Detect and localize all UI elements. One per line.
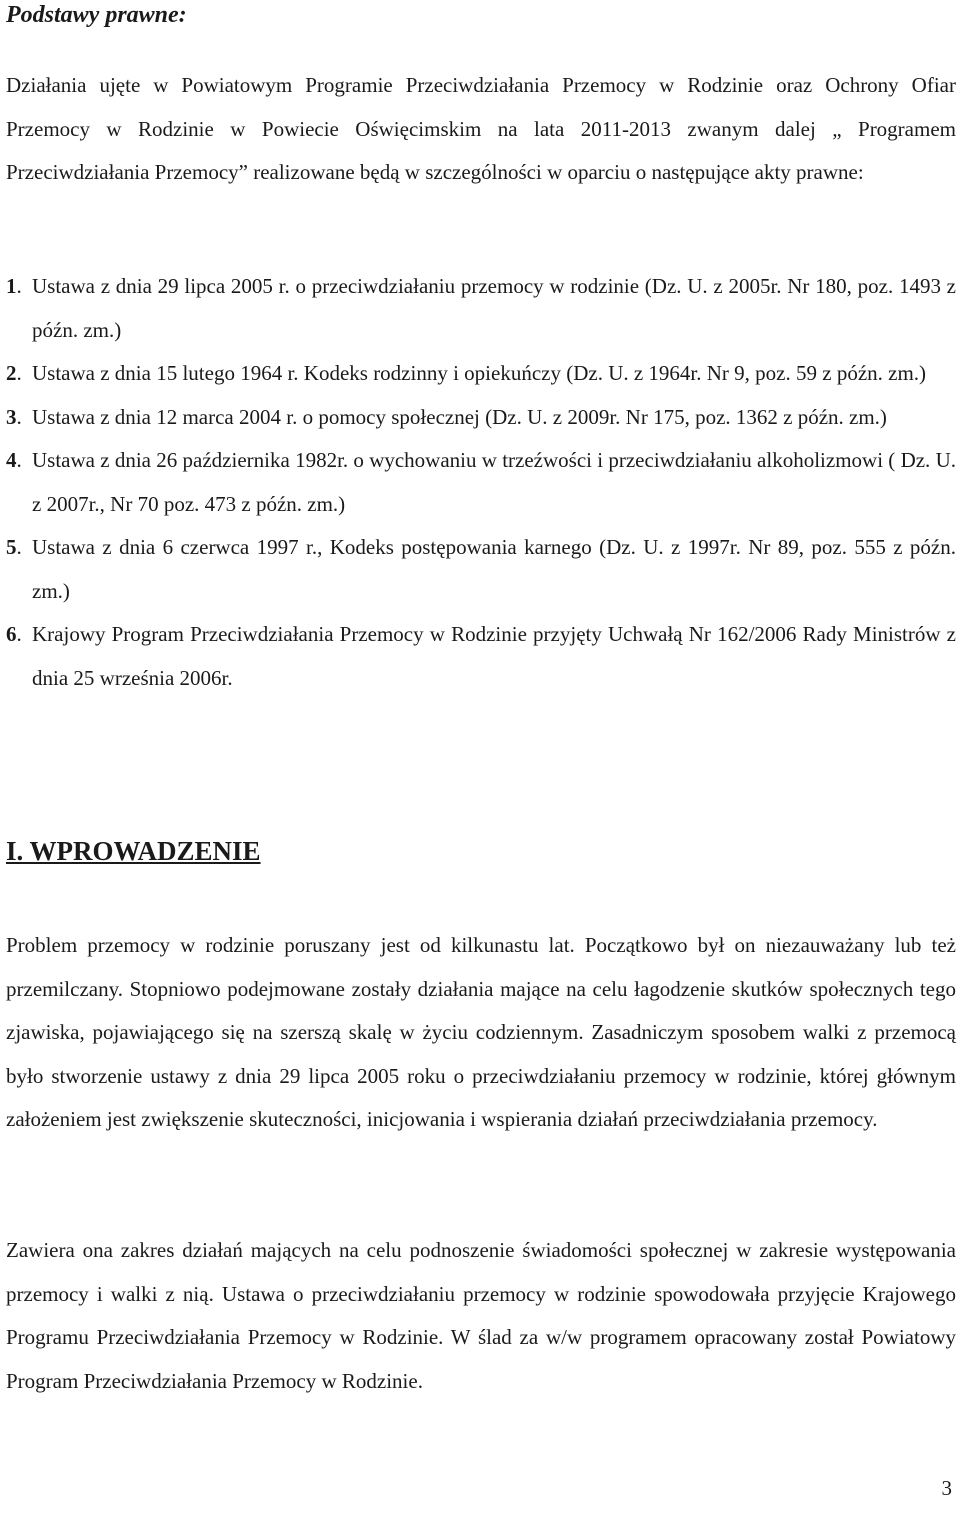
list-number: 4 . (6, 439, 22, 483)
introduction-paragraph-1: Problem przemocy w rodzinie poruszany jest od kilkunastu lat. Początkowo był on niezauważany lub też przemilczany. Stopniowo podejmowane zostały działania mające na celu łagodzenie skutków społecznych tego zjawiska, pojawiającego się na szerszą skalę w życiu codziennym. Zasadniczym sposobem walki z przemocą było stworzenie ustawy z dnia 29 lipca 2005 roku o przeciwdziałaniu przemocy w rodzinie, której głównym założeniem jest zwiększenie skuteczności, inicjowania i wspierania działań przeciwdziałania przemocy. (6, 933, 956, 1131)
introduction-paragraph-2: Zawiera ona zakres działań mających na celu podnoszenie świadomości społecznej w zakresie występowania przemocy i walki z nią. Ustawa o przeciwdziałaniu przemocy w rodzinie spowodowała przyjęcie Krajowego Programu Przeciwdziałania Przemocy w Rodzinie. W ślad za w/w programem opracowany został Powiatowy Program Przeciwdziałania Przemocy w Rodzinie. (6, 1238, 956, 1393)
legal-act-item (6, 396, 956, 440)
section-title: I. WPROWADZENIE (6, 836, 261, 866)
legal-act-item (6, 439, 956, 526)
legal-act-text: Ustawa z dnia 29 lipca 2005 r. o przeciwdziałaniu przemocy w rodzinie (Dz. U. z 2005r. Nr 180, poz. 1493 z późn. zm.) (32, 274, 956, 342)
legal-basis-heading: Podstawy prawne: (6, 2, 187, 28)
legal-act-text: Ustawa z dnia 12 marca 2004 r. o pomocy społecznej (Dz. U. z 2009r. Nr 175, poz. 1362 z późn. zm.) (32, 404, 887, 429)
list-number: 3 . (6, 396, 22, 440)
legal-act-item (6, 352, 956, 396)
intro-paragraph: Działania ujęte w Powiatowym Programie Przeciwdziałania Przemocy w Rodzinie oraz Ochrony Ofiar Przemocy w Rodzinie w Powiecie Oświęcimskim na lata 2011-2013 zwanym dalej „ Programem Przeciwdziałania Przemocy” realizowane będą w szczególności w oparciu o następujące akty prawne: (6, 73, 956, 184)
list-number: 6 . (6, 613, 22, 657)
legal-act-item (6, 526, 956, 613)
page-number: 3 (941, 1476, 952, 1500)
list-number: 5 . (6, 526, 22, 570)
legal-act-item (6, 265, 956, 352)
legal-act-text: Ustawa z dnia 26 października 1982r. o wychowaniu w trzeźwości i przeciwdziałaniu alkoholizmowi ( Dz. U. z 2007r., Nr 70 poz. 473 z późn. zm.) (32, 448, 956, 516)
list-number: 2 . (6, 352, 22, 396)
legal-act-text: Ustawa z dnia 6 czerwca 1997 r., Kodeks postępowania karnego (Dz. U. z 1997r. Nr 89, poz. 555 z późn. zm.) (32, 535, 956, 603)
legal-act-item (6, 613, 956, 700)
legal-acts-list (6, 265, 956, 700)
legal-act-text: Krajowy Program Przeciwdziałania Przemocy w Rodzinie przyjęty Uchwałą Nr 162/2006 Rady Ministrów z dnia 25 września 2006r. (32, 622, 956, 690)
legal-act-text: Ustawa z dnia 15 lutego 1964 r. Kodeks rodzinny i opiekuńczy (Dz. U. z 1964r. Nr 9, poz. 59 z późn. zm.) (32, 361, 927, 385)
list-number: 1 . (6, 265, 22, 309)
